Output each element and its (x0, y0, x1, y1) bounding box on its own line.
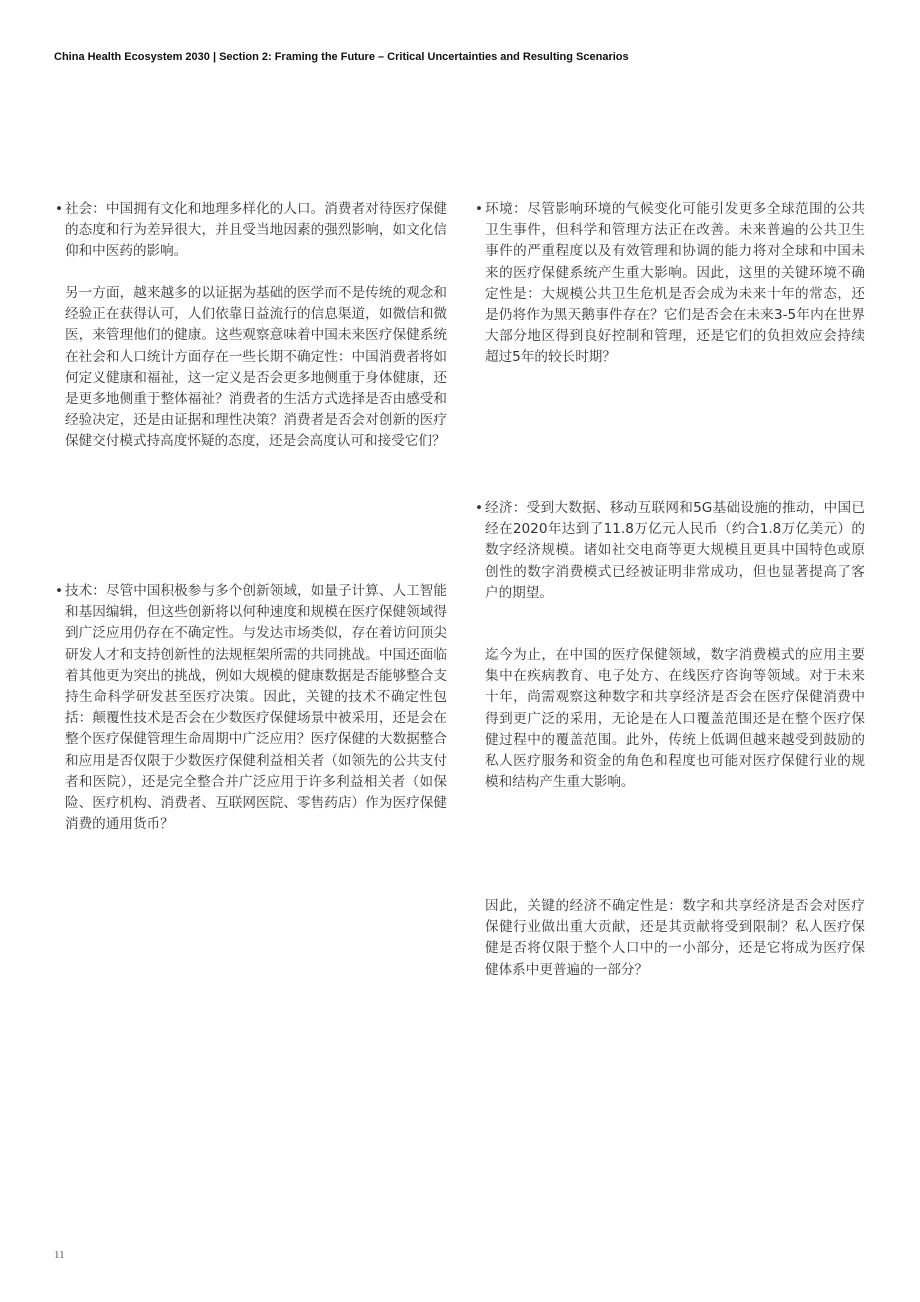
technology-paragraph (55, 581, 447, 835)
page-number: 11 (54, 1249, 65, 1261)
bullet-icon: • (475, 500, 484, 516)
bullet-icon: • (475, 201, 484, 217)
economy-conclusion-text: 因此，关键的经济不确定性是：数字和共享经济是否会对医疗保健行业做出重大贡献，还是其贡献将受到限制？私人医疗保健是否将仅限于整个人口中的一小部分，还是它将成为医疗保健体系中更普遍的一部分？ (485, 898, 865, 978)
environment-text: 环境：尽管影响环境的气候变化可能引发更多全球范围的公共卫生事件，但科学和管理方法正在改善。未来普遍的公共卫生事件的严重程度以及有效管理和协调的能力将对全球和中国未来的医疗保健系统产生重大影响。因此，这里的关键环境不确定性是：大规模公共卫生危机是否会成为未来十年的常态，还是仍将作为黑天鹅事件存在？它们是否会在未来3-5年内在世界大部分地区得到良好控制和管理，还是它们的负担效应会持续超过5年的较长时期？ (485, 201, 865, 366)
society-continued-paragraph (55, 283, 447, 453)
society-continued-text: 另一方面，越来越多的以证据为基础的医学而不是传统的观念和经验正在获得认可，人们依靠日益流行的信息渠道，如微信和微医，来管理他们的健康。这些观察意味着中国未来医疗保健系统在社会和人口统计方面存在一些长期不确定性：中国消费者将如何定义健康和福祉，这一定义是否会更多地侧重于身体健康，还是更多地侧重于整体福祉？消费者的生活方式选择是否由感受和经验决定，还是由证据和理性决策？消费者是否会对创新的医疗保健交付模式持高度怀疑的态度，还是会高度认可和接受它们？ (65, 285, 447, 450)
left-column (55, 199, 447, 879)
economy-conclusion-paragraph (475, 896, 865, 981)
economy-text: 经济：受到大数据、移动互联网和5G基础设施的推动，中国已经在2020年达到了11.8万亿元人民币（约合1.8万亿美元）的数字经济规模。诸如社交电商等更大规模且更具中国特色或原创性的数字消费模式已经被证明非常成功，但也显著提高了客户的期望。 (485, 500, 865, 601)
society-paragraph (55, 199, 447, 263)
technology-text: 技术：尽管中国积极参与多个创新领域，如量子计算、人工智能和基因编辑，但这些创新将以何种速度和规模在医疗保健领域得到广泛应用仍存在不确定性。与发达市场类似，存在着访问顶尖研发人才和支持创新性的法规框架所需的共同挑战。中国还面临着其他更为突出的挑战，例如大规模的健康数据是否能够整合支持生命科学研发甚至医疗决策。因此，关键的技术不确定性包括：颠覆性技术是否会在少数医疗保健场景中被采用，还是会在整个医疗保健管理生命周期中广泛应用？医疗保健的大数据整合和应用是否仅限于少数医疗保健利益相关者（如领先的公共支付者和医院），还是完全整合并广泛应用于许多利益相关者（如保险、医疗机构、消费者、互联网医院、零售药店）作为医疗保健消费的通用货币？ (65, 583, 447, 833)
economy-paragraph (475, 498, 865, 604)
bullet-icon: • (55, 201, 64, 217)
society-text: 社会：中国拥有文化和地理多样化的人口。消费者对待医疗保健的态度和行为差异很大，并且受当地因素的强烈影响，如文化信仰和中医药的影响。 (65, 201, 447, 260)
economy-continued-text: 迄今为止，在中国的医疗保健领域，数字消费模式的应用主要集中在疾病教育、电子处方、在线医疗咨询等领域。对于未来十年，尚需观察这种数字和共享经济是否会在医疗保健消费中得到更广泛的采用，无论是在人口覆盖范围还是在整个医疗保健过程中的覆盖范围。此外，传统上低调但越来越受到鼓励的私人医疗服务和资金的角色和程度也可能对医疗保健行业的规模和结构产生重大影响。 (485, 647, 865, 791)
right-column (475, 199, 865, 999)
bullet-icon: • (55, 583, 64, 599)
economy-continued-paragraph (475, 645, 865, 793)
environment-paragraph (475, 199, 865, 369)
document-header: China Health Ecosystem 2030 | Section 2: Framing the Future – Critical Uncertainties and Resulting Scenarios (54, 51, 629, 63)
